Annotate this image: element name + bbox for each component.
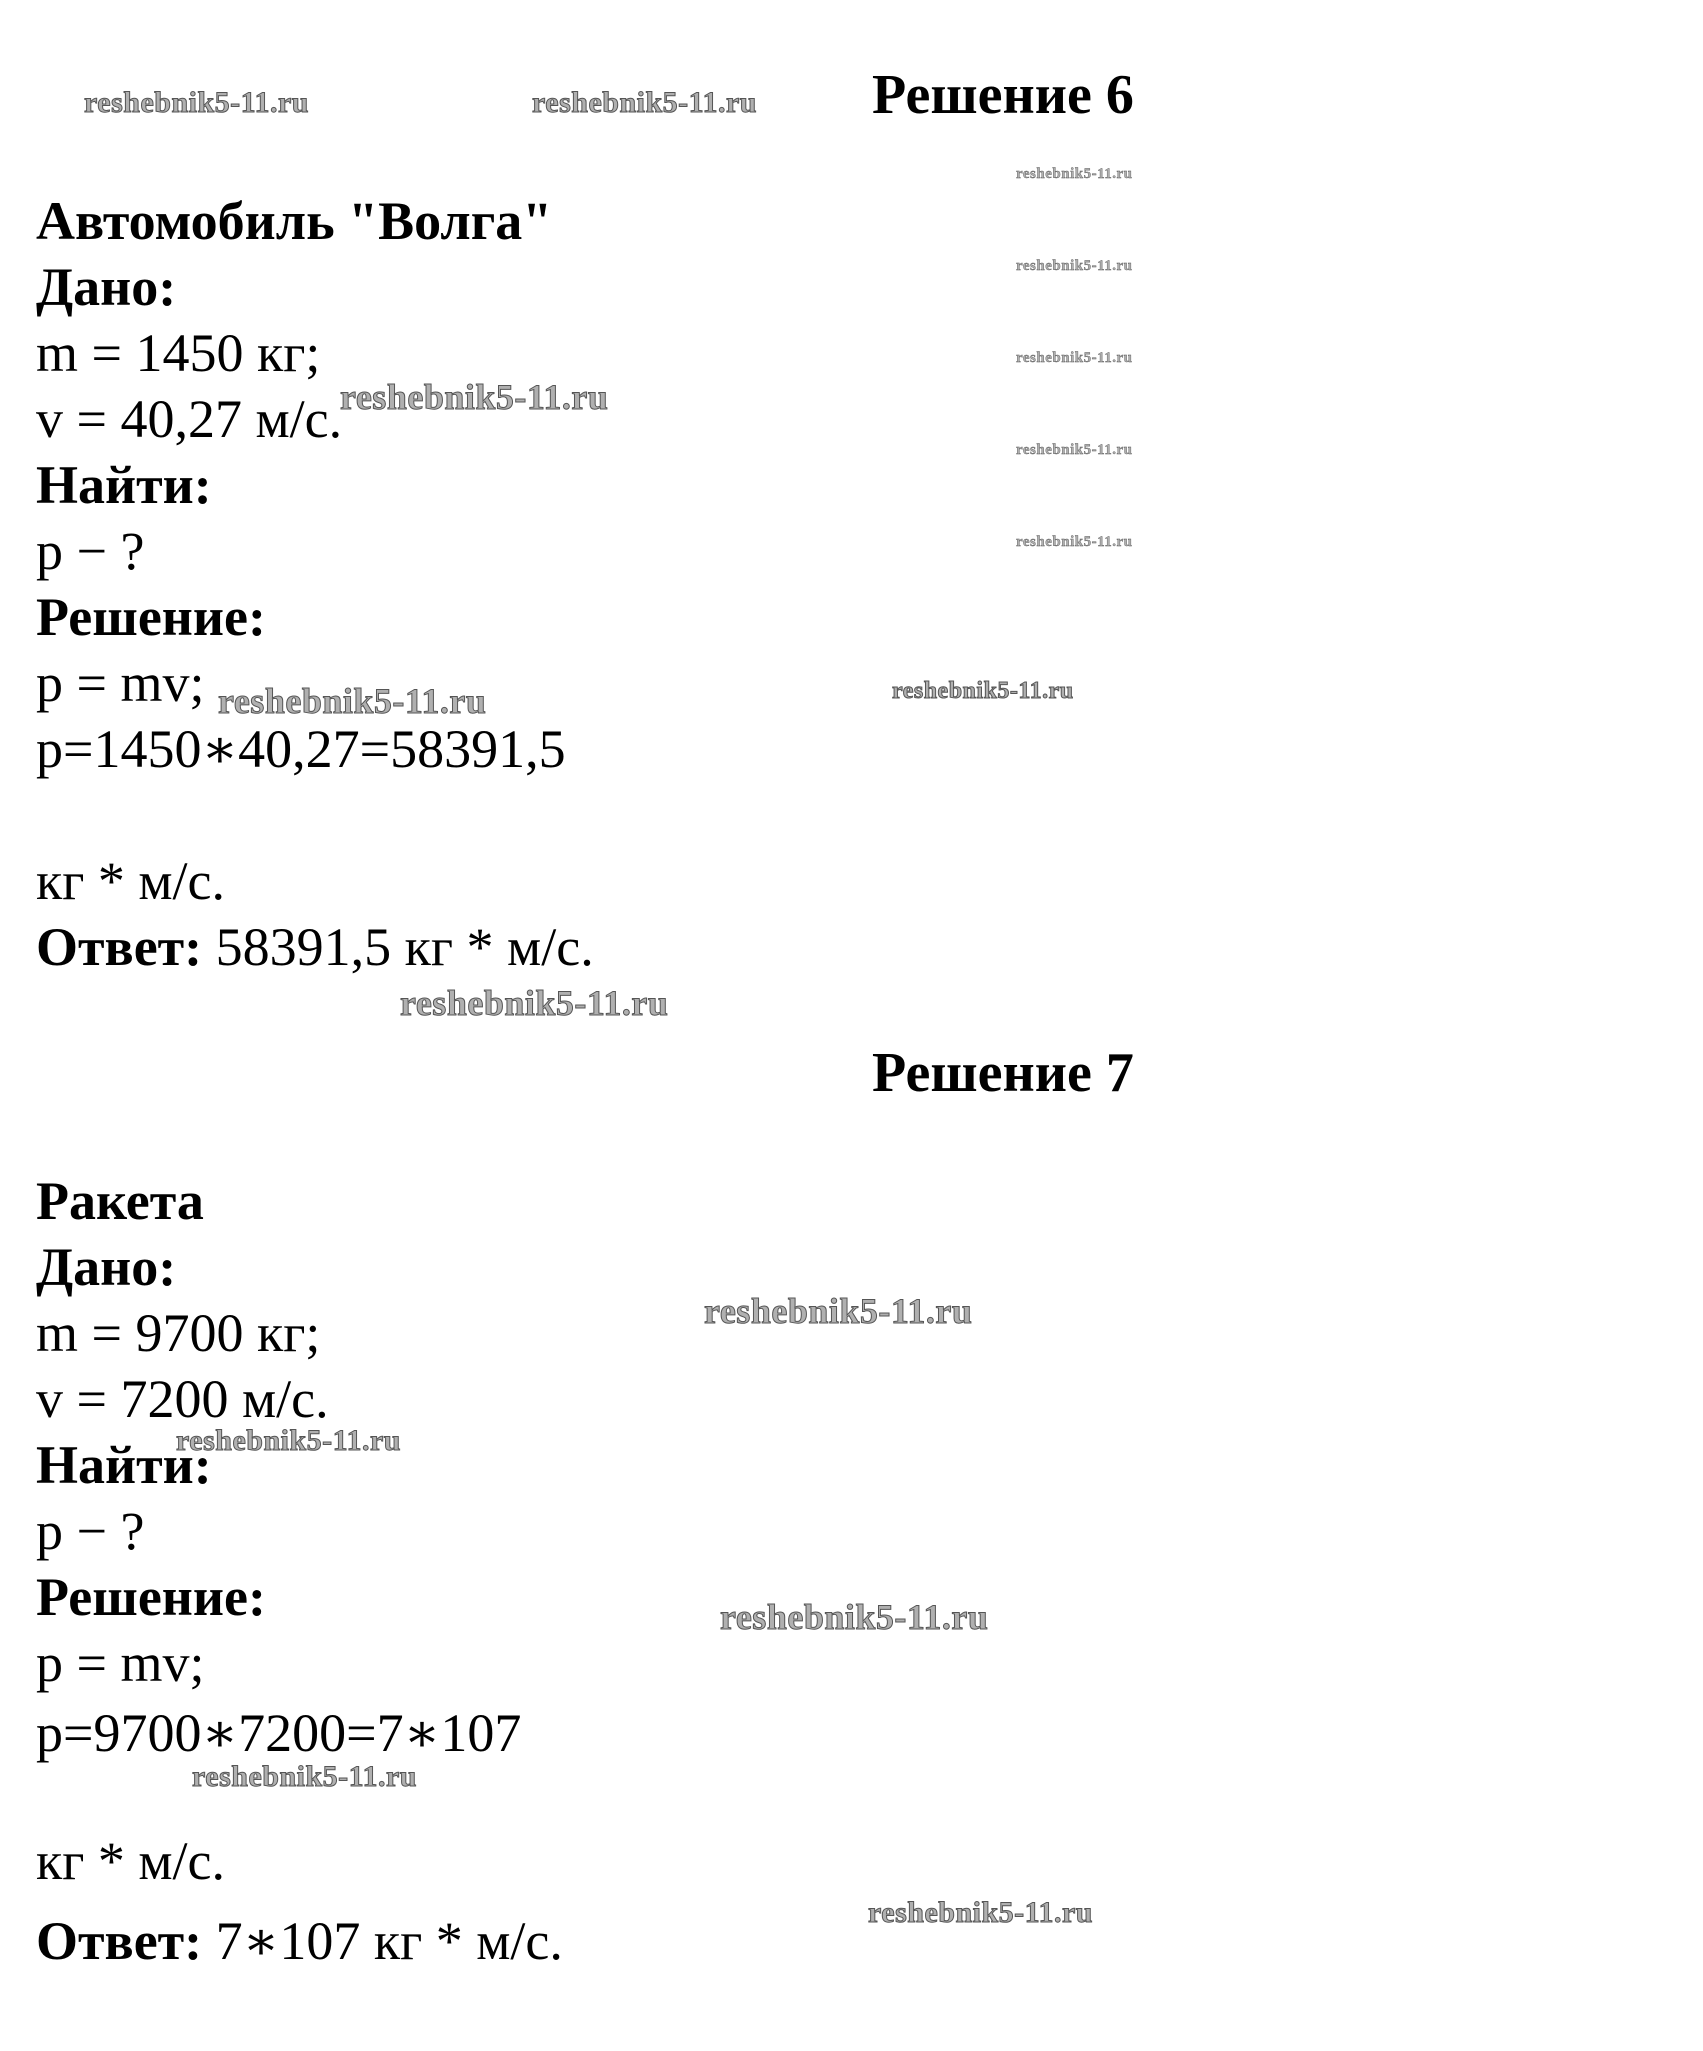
solution-6-given-label: Дано: xyxy=(36,257,177,317)
solution-6-find-momentum: p − ? xyxy=(36,521,145,581)
solution-6-solution-label: Решение: xyxy=(36,587,266,647)
watermark: reshebnik5-11.ru xyxy=(1016,442,1133,458)
solution-6-given-mass: m = 1450 кг; xyxy=(36,323,321,383)
solution-7-answer-value: 7∗107 кг * м/с. xyxy=(202,1911,563,1971)
solution-7-solution-label: Решение: xyxy=(36,1567,266,1627)
solution-6-title: Автомобиль "Волга" xyxy=(36,191,553,251)
watermark: reshebnik5-11.ru xyxy=(192,1760,417,1793)
watermark: reshebnik5-11.ru xyxy=(218,681,487,721)
solution-7-heading: Решение 7 xyxy=(872,1042,1134,1104)
watermark: reshebnik5-11.ru xyxy=(892,678,1074,704)
watermark: reshebnik5-11.ru xyxy=(340,377,609,417)
watermark: reshebnik5-11.ru xyxy=(400,983,669,1023)
solution-7-answer xyxy=(36,1908,563,1974)
watermark: reshebnik5-11.ru xyxy=(868,1896,1093,1929)
solution-6-find-label: Найти: xyxy=(36,455,212,515)
solution-6-answer-value: 58391,5 кг * м/с. xyxy=(202,917,594,977)
solution-7-find-momentum: p − ? xyxy=(36,1501,145,1561)
solution-7-calculation: p=9700∗7200=7∗107 xyxy=(36,1703,522,1763)
solution-6-heading: Решение 6 xyxy=(872,64,1134,126)
solution-7-given-mass: m = 9700 кг; xyxy=(36,1303,321,1363)
solution-6-answer xyxy=(36,914,594,980)
watermark: reshebnik5-11.ru xyxy=(1016,258,1133,274)
watermark: reshebnik5-11.ru xyxy=(720,1597,989,1637)
watermark: reshebnik5-11.ru xyxy=(1016,350,1133,366)
solution-7-find-label: Найти: xyxy=(36,1435,212,1495)
solution-6-units: кг * м/с. xyxy=(36,851,226,911)
solution-7-formula: p = mv; xyxy=(36,1633,205,1693)
solution-7-units: кг * м/с. xyxy=(36,1831,226,1891)
watermark: reshebnik5-11.ru xyxy=(532,86,757,119)
solution-7-title: Ракета xyxy=(36,1171,204,1231)
solution-6-calculation: p=1450∗40,27=58391,5 xyxy=(36,719,566,779)
watermark: reshebnik5-11.ru xyxy=(704,1291,973,1331)
watermark: reshebnik5-11.ru xyxy=(1016,166,1133,182)
watermark: reshebnik5-11.ru xyxy=(84,86,309,119)
solution-6-formula: p = mv; xyxy=(36,653,205,713)
solution-6-answer-label: Ответ: xyxy=(36,917,203,977)
solution-7-given-velocity: v = 7200 м/с. xyxy=(36,1369,329,1429)
watermark: reshebnik5-11.ru xyxy=(1016,534,1133,550)
watermark: reshebnik5-11.ru xyxy=(176,1424,401,1457)
solution-7-given-label: Дано: xyxy=(36,1237,177,1297)
solution-7-answer-label: Ответ: xyxy=(36,1911,203,1971)
solution-6-given-velocity: v = 40,27 м/с. xyxy=(36,389,343,449)
